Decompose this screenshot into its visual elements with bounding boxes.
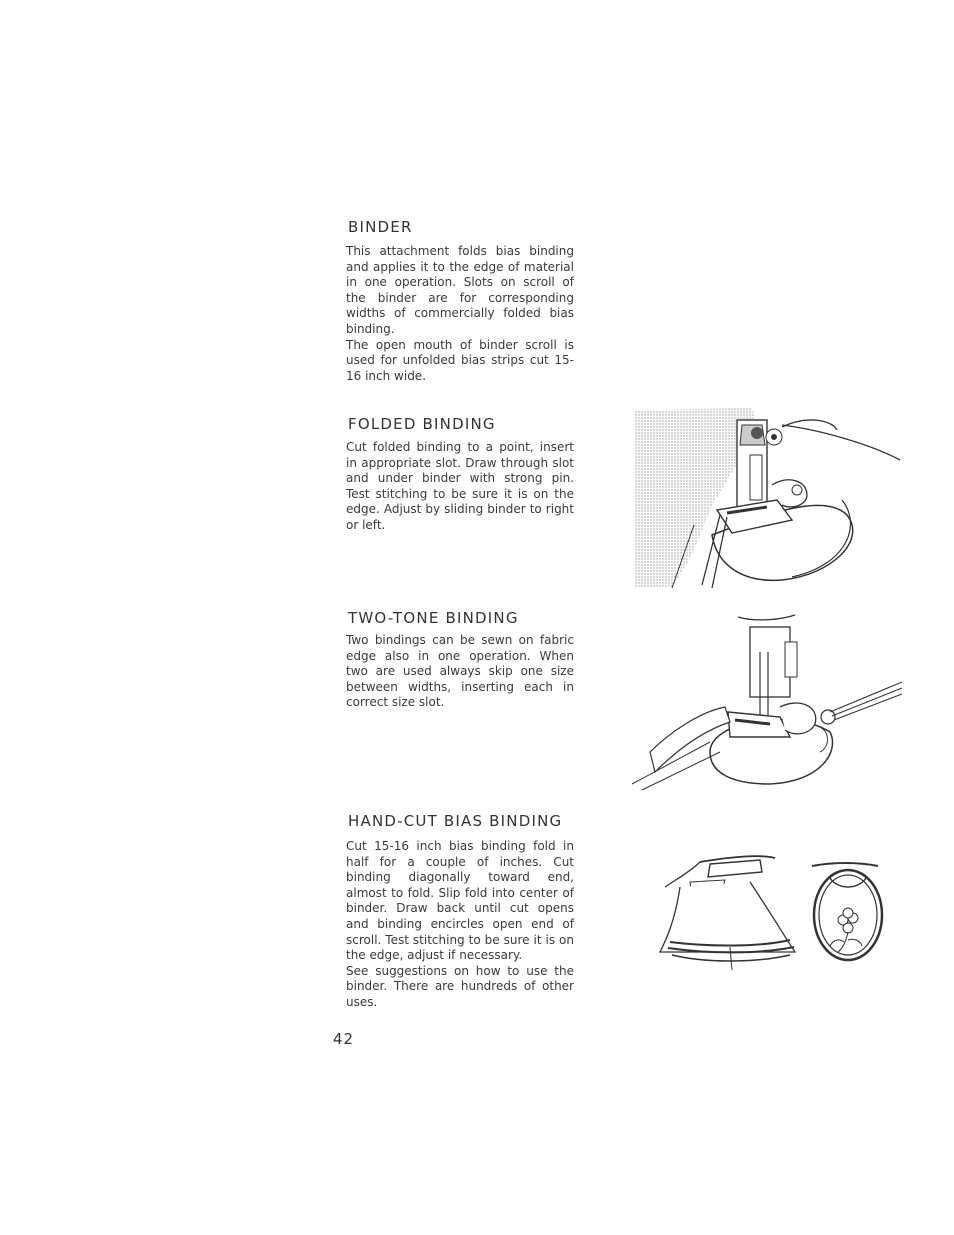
two-tone-binding-heading: TWO-TONE BINDING bbox=[348, 609, 519, 627]
binder-paragraph-1: This attachment folds bias binding and applies it to the edge of material in one operation. Slots on scroll of the binder are for corresponding widths of commercially folded bias binding. bbox=[346, 244, 574, 336]
folded-binding-heading: FOLDED BINDING bbox=[348, 415, 496, 433]
binder-paragraph-2: The open mouth of binder scroll is used for unfolded bias strips cut 15-16 inch wide. bbox=[346, 337, 574, 383]
bib-illustration bbox=[808, 860, 888, 965]
folded-binding-text bbox=[346, 440, 574, 534]
folded-binding-machine-illustration bbox=[632, 405, 904, 591]
page-number: 42 bbox=[333, 1030, 355, 1048]
two-tone-binding-paragraph: Two bindings can be sewn on fabric edge also in one operation. When two are used always skip one size between widths, inserting each in correct size slot. bbox=[346, 633, 574, 710]
two-tone-binding-machine-illustration bbox=[630, 612, 906, 792]
hand-cut-binding-text bbox=[346, 839, 574, 1011]
two-tone-binding-text bbox=[346, 633, 574, 711]
apron-illustration bbox=[650, 852, 810, 972]
folded-binding-paragraph: Cut folded binding to a point, insert in appropriate slot. Draw through slot and under binder with strong pin. Test stitching to be sure it is on the edge. Adjust by sliding binder to right or left. bbox=[346, 440, 574, 532]
binder-heading: BINDER bbox=[348, 218, 413, 236]
hand-cut-paragraph-1: Cut 15-16 inch bias binding fold in half for a couple of inches. Cut binding diagonally toward end, almost to fold. Slip fold into center of binder. Draw back until cut opens and binding encircles open end of scroll. Test stitching to be sure it is on the edge, adjust if necessary. bbox=[346, 839, 574, 963]
hand-cut-binding-heading: HAND-CUT BIAS BINDING bbox=[348, 812, 563, 830]
binder-text bbox=[346, 244, 574, 384]
hand-cut-paragraph-2: See suggestions on how to use the binder. There are hundreds of other uses. bbox=[346, 963, 574, 1009]
